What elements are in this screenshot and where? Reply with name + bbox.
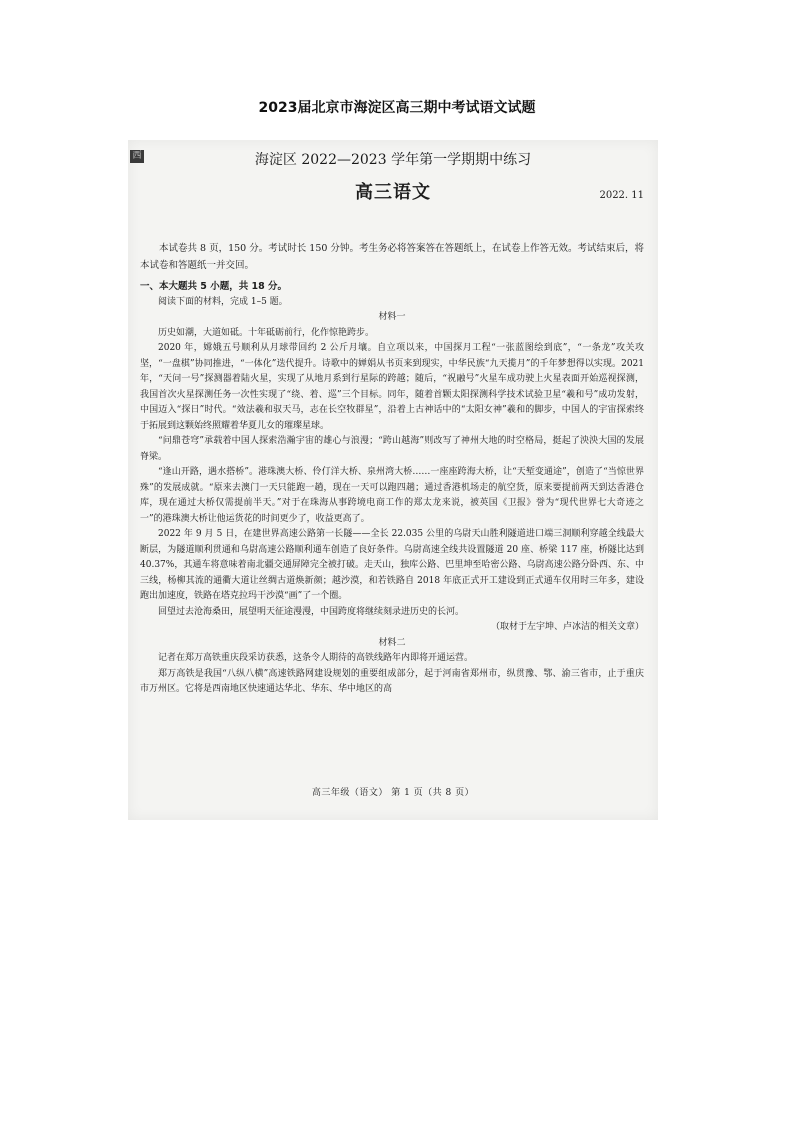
exam-content (140, 240, 644, 698)
paragraph: 2020 年，嫦娥五号顺利从月球带回约 2 公斤月壤。自立项以来，中国探月工程“一张蓝图绘到底”，“一条龙”攻关攻坚，“一盘棋”协同推进，“一体化”迭代提升。诗歌中的婵娟从书页来到现实，中华民族“九天揽月”的千年梦想得以实现。2021 年，“天问一号”探测器着陆火星，实现了从地月系到行星际的跨越；随后，“祝融号”火星车成功驶上火星表面开始巡视探测，我国首次火星探测任务一次性实现了“绕、着、巡”三个目标。同年，随着首颗太阳探测科学技术试验卫星“羲和号”成功发射，中国迈入“探日”时代。“效法羲和驭天马，志在长空牧群星”，沿着上古神话中的“太阳女神”羲和的脚步，中国人的宇宙探索终于拓展到这颗始终照耀着华夏儿女的璀璨星球。 (140, 343, 644, 431)
page-footer: 高三年级（语文） 第 1 页（共 8 页） (311, 788, 475, 798)
paragraph: “问鼎苍穹”承载着中国人探索浩瀚宇宙的雄心与浪漫；“跨山越海”则改写了神州大地的时空格局，挺起了泱泱大国的发展脊梁。 (140, 436, 644, 462)
paragraph: 2022 年 9 月 5 日，在建世界高速公路第一长隧——全长 22.035 公里的乌尉天山胜利隧道进口端三洞顺利穿越全线最大断层，为隧道顺利贯通和乌尉高速公路顺利通车创造了良好条件。乌尉高速全线共设置隧道 20 座、桥梁 117 座，桥隧比达到 40.37%，其通车将意味着南北疆交通屏障完全被打破。走天山，独库公路、巴里坤至哈密公路、乌尉高速公路分卧西、东、中三线，杨柳其流的通衢大道让丝绸古道焕新颜；越沙漠，和若铁路自 2018 年底正式开工建设到正式通车仅用时三年多，建设跑出加速度，铁路在塔克拉玛干沙漠“画”了一个圈。 (140, 529, 644, 601)
paragraph: 记者在郑万高铁重庆段采访获悉，这条令人期待的高铁线路年内即将开通运营。 (158, 653, 474, 663)
exam-name: 海淀区 2022—2023 学年第一学期期中练习 (254, 152, 532, 168)
material-1-title: 材料一 (378, 312, 406, 322)
paragraph: 回望过去沧海桑田，展望明天征途漫漫，中国跨度将继续刻录进历史的长河。 (158, 606, 465, 617)
scanned-exam-page (128, 140, 658, 820)
paragraph: 郑万高铁是我国“八纵八横”高速铁路网建设规划的重要组成部分，起于河南省郑州市，纵贯豫、鄂、渝三省市，止于重庆市万州区。它将是西南地区快速通达华北、华东、华中地区的高 (140, 668, 644, 694)
material-2-title: 材料二 (378, 637, 406, 648)
exam-date: 2022. 11 (599, 190, 644, 201)
material-1-source: （取材于左宇坤、卢冰洁的相关文章） (490, 622, 644, 632)
page-edge-tab: 西 (130, 150, 144, 163)
paragraph: “逢山开路，遇水搭桥”。港珠澳大桥、伶仃洋大桥、泉州湾大桥……一座座跨海大桥，让“天堑变通途”，创造了“当惊世界殊”的发展成就。“原来去澳门一天只能跑一趟，现在一天可以跑四趟；通过香港机场走的航空货，原来要提前两天到达香港仓库，现在通过大桥仅需提前半天。”对于在珠海从事跨境电商工作的郑太龙来说，被英国《卫报》誉为“现代世界七大奇迹之一”的港珠澳大桥让他运货花的时间更少了，收益更高了。 (140, 467, 644, 524)
section-heading: 一、本大题共 5 小题，共 18 分。 (140, 281, 288, 292)
paragraph: 历史如潮，大道如砥。十年砥砺前行，化作惊艳跨步。 (158, 327, 375, 338)
section-instruction: 阅读下面的材料，完成 1–5 题。 (158, 296, 288, 307)
document-title: 2023届北京市海淀区高三期中考试语文试题 (258, 100, 536, 116)
exam-subject-title: 高三语文 (355, 182, 431, 203)
exam-instructions: 本试卷共 8 页，150 分。考试时长 150 分钟。考生务必将答案答在答题纸上，在试卷上作答无效。考试结束后，将本试卷和答题纸一并交回。 (140, 243, 644, 271)
